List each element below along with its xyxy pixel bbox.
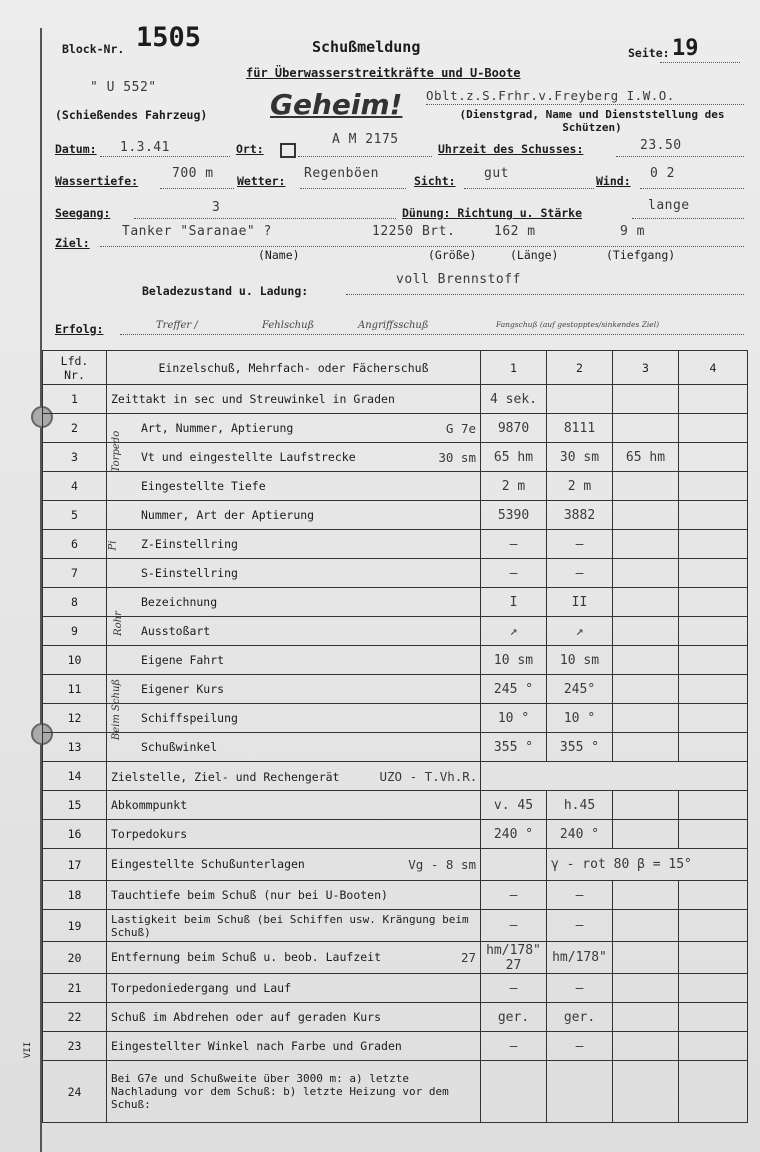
row-label-text: Tauchtiefe beim Schuß (nur bei U-Booten) — [111, 888, 388, 902]
row-label-text: Bei G7e und Schußweite über 3000 m: a) letzte Nachladung vor dem Schuß: b) letzte Heizung vor dem Schuß: — [111, 1072, 449, 1111]
row-number: 10 — [43, 646, 107, 675]
load-value: voll Brennstoff — [396, 272, 521, 287]
row-label-text: Lastigkeit beim Schuß (bei Schiffen usw. Krängung beim Schuß) — [111, 912, 469, 939]
row-label — [107, 443, 481, 472]
draft-caption: (Tiefgang) — [606, 248, 676, 262]
cell-shot-1: 245 ° — [481, 675, 547, 704]
row-label-text: Eingestellte Tiefe — [141, 479, 266, 493]
cell-shot-3 — [613, 414, 679, 443]
col-header-4: 4 — [679, 351, 748, 385]
table-row — [43, 791, 748, 820]
cell-shot-3 — [613, 1061, 679, 1123]
sea-label: Seegang: — [55, 206, 111, 220]
cell-shot-3 — [613, 791, 679, 820]
cell-shot-4 — [679, 646, 748, 675]
cell-shot-2 — [547, 1061, 613, 1123]
row-label — [107, 559, 481, 588]
row-label-text: Zielstelle, Ziel- und Rechengerät — [111, 769, 340, 784]
row-label-text: Entfernung beim Schuß u. beob. Laufzeit — [111, 950, 382, 964]
cell-shot-4 — [679, 820, 748, 849]
row-number: 3 — [43, 443, 107, 472]
col-header-2: 2 — [547, 351, 613, 385]
result-miss: Fehlschuß — [262, 320, 315, 331]
row-number: 20 — [43, 942, 107, 974]
row-number: 22 — [43, 1003, 107, 1032]
cell-shot-2: ↗ — [547, 617, 613, 646]
table-row — [43, 443, 748, 472]
cell-shot-4 — [679, 472, 748, 501]
row-label-text: Nummer, Art der Aptierung — [141, 508, 315, 522]
cell-shot-4 — [679, 530, 748, 559]
cell-shot-1: – — [481, 881, 547, 910]
weather-value: Regenböen — [304, 166, 379, 181]
cell-shot-4 — [679, 385, 748, 414]
row-number: 8 — [43, 588, 107, 617]
date-label: Datum: — [55, 142, 97, 156]
row-label-text: Schiffspeilung — [141, 711, 238, 725]
cell-shot-4 — [679, 1061, 748, 1123]
cell-shot-2: – — [547, 1032, 613, 1061]
row-extra-value: 27 — [460, 950, 476, 965]
cell-shot-3 — [613, 704, 679, 733]
row-number: 16 — [43, 820, 107, 849]
cell-shot-1: ger. — [481, 1003, 547, 1032]
table-row — [43, 762, 748, 791]
cell-shot-3 — [613, 733, 679, 762]
row-number: 19 — [43, 910, 107, 942]
cell-shot-1: 9870 — [481, 414, 547, 443]
row-number: 1 — [43, 385, 107, 414]
cell-shot-1 — [481, 849, 547, 881]
row-label — [107, 974, 481, 1003]
cell-shot-1: 240 ° — [481, 820, 547, 849]
cell-shot-1: ↗ — [481, 617, 547, 646]
row-label-text: Bezeichnung — [141, 595, 218, 609]
table-row — [43, 942, 748, 974]
shot-table — [42, 350, 748, 1123]
cell-shot-4 — [679, 910, 748, 942]
table-row — [43, 974, 748, 1003]
cell-shot-2: γ - rot 80 β = 15° — [547, 849, 748, 881]
cell-shot-2: 8111 — [547, 414, 613, 443]
weather-label: Wetter: — [237, 174, 286, 188]
block-number: 1505 — [136, 22, 202, 53]
target-length: 162 m — [494, 224, 536, 239]
table-row — [43, 910, 748, 942]
row-label — [107, 530, 481, 559]
row-label — [107, 414, 481, 443]
cell-shot-1: 2 m — [481, 472, 547, 501]
row-label-text: Eigener Kurs — [141, 682, 225, 696]
time-label: Uhrzeit des Schusses: — [438, 142, 584, 156]
row-label — [107, 881, 481, 910]
row-label — [107, 646, 481, 675]
cell-shot-3: 65 hm — [613, 443, 679, 472]
table-row — [43, 1003, 748, 1032]
wind-label: Wind: — [596, 174, 631, 188]
cell-shot-4 — [679, 1032, 748, 1061]
depth-value: 700 m — [172, 166, 214, 181]
group-label-torpedo: Torpedo — [111, 430, 123, 473]
cell-shot-1: 65 hm — [481, 443, 547, 472]
table-row — [43, 617, 748, 646]
cell-shot-1: 355 ° — [481, 733, 547, 762]
row-label — [107, 910, 481, 942]
cell-shot-2: – — [547, 881, 613, 910]
form-subtitle: für Überwasserstreitkräfte und U-Boote — [246, 66, 521, 80]
cell-shot-1: 10 ° — [481, 704, 547, 733]
row-label — [107, 820, 481, 849]
cell-shot-1: hm/178" 27 — [481, 942, 547, 974]
place-label: Ort: — [236, 142, 264, 156]
officer-caption: (Dienstgrad, Name und Dienststellung des Schützen) — [459, 108, 725, 134]
row-label — [107, 1003, 481, 1032]
cell-shot-3 — [613, 881, 679, 910]
row-number: 2 — [43, 414, 107, 443]
visibility-value: gut — [484, 166, 509, 181]
row-label-text: Eingestellter Winkel nach Farbe und Graden — [111, 1039, 402, 1053]
row-number: 18 — [43, 881, 107, 910]
cell-shot-2: II — [547, 588, 613, 617]
row-label-text: Torpedoniedergang und Lauf — [111, 981, 292, 995]
sea-value: 3 — [212, 200, 221, 215]
row-label-text: S-Einstellring — [141, 566, 238, 580]
cell-shot-1: – — [481, 530, 547, 559]
result-attack: Angriffsschuß — [358, 320, 429, 331]
result-label: Erfolg: — [55, 322, 104, 336]
page-label: Seite: — [628, 46, 670, 60]
place-box — [280, 143, 296, 158]
row-label-text: Abkommpunkt — [111, 798, 188, 812]
row-number: 4 — [43, 472, 107, 501]
table-row — [43, 588, 748, 617]
table-row — [43, 733, 748, 762]
col-header-type: Einzelschuß, Mehrfach- oder Fächerschuß — [107, 351, 481, 385]
row-number: 9 — [43, 617, 107, 646]
visibility-label: Sicht: — [414, 174, 456, 188]
row-label — [107, 501, 481, 530]
name-caption: (Name) — [258, 248, 300, 262]
block-label: Block-Nr. — [62, 42, 125, 56]
col-header-no: Lfd. Nr. — [43, 351, 107, 385]
length-caption: (Länge) — [510, 248, 559, 262]
row-label-text: Eigene Fahrt — [141, 653, 225, 667]
cell-shot-3 — [613, 530, 679, 559]
table-row — [43, 414, 748, 443]
row-label-text: Z-Einstellring — [141, 537, 238, 551]
cell-shot-2: – — [547, 559, 613, 588]
cell-shot-2: 10 ° — [547, 704, 613, 733]
margin-note: VII — [23, 1041, 34, 1059]
cell-shot-2: ger. — [547, 1003, 613, 1032]
cell-shot-4 — [679, 791, 748, 820]
cell-shot-3 — [613, 910, 679, 942]
cell-shot-2: – — [547, 910, 613, 942]
load-label: Beladezustand u. Ladung: — [142, 284, 309, 298]
cell-shot-4 — [679, 704, 748, 733]
cell-shot-4 — [679, 501, 748, 530]
row-number: 13 — [43, 733, 107, 762]
row-number: 17 — [43, 849, 107, 881]
table-row — [43, 704, 748, 733]
cell-shot-3 — [613, 588, 679, 617]
table-row — [43, 675, 748, 704]
cell-shot-3 — [613, 385, 679, 414]
cell-shot-2: hm/178" — [547, 942, 613, 974]
target-draft: 9 m — [620, 224, 645, 239]
officer-name: Oblt.z.S.Frhr.v.Freyberg I.W.O. — [426, 88, 675, 103]
place-value: A M 2175 — [332, 132, 399, 147]
cell-shot-4 — [679, 675, 748, 704]
row-label — [107, 849, 481, 881]
cell-shot-4 — [679, 414, 748, 443]
row-label — [107, 942, 481, 974]
cell-shot-2: 245° — [547, 675, 613, 704]
group-label-pi: Pi — [107, 540, 119, 551]
row-number: 6 — [43, 530, 107, 559]
row-extra-value: 30 sm — [438, 449, 476, 465]
row-number: 11 — [43, 675, 107, 704]
row-label — [107, 762, 481, 791]
target-tonnage: 12250 Brt. — [372, 224, 456, 239]
cell-shot-4 — [679, 617, 748, 646]
row-label — [107, 472, 481, 501]
row-number: 23 — [43, 1032, 107, 1061]
date-value: 1.3.41 — [120, 140, 170, 155]
cell-shot-3 — [613, 472, 679, 501]
size-caption: (Größe) — [428, 248, 477, 262]
cell-shot-2: 355 ° — [547, 733, 613, 762]
cell-shot-4 — [679, 588, 748, 617]
row-label — [107, 675, 481, 704]
row-label — [107, 1032, 481, 1061]
row-label — [107, 1061, 481, 1123]
time-value: 23.50 — [640, 138, 682, 153]
cell-shot-2: – — [547, 974, 613, 1003]
cell-shot-3 — [613, 646, 679, 675]
cell-shot-1: 10 sm — [481, 646, 547, 675]
cell-shot-2: 2 m — [547, 472, 613, 501]
row-extra-value: UZO - T.Vh.R. — [379, 768, 478, 784]
page-number: 19 — [672, 36, 699, 61]
row-label-text: Ausstoßart — [141, 624, 211, 638]
cell-shot-3 — [613, 501, 679, 530]
form-title: Schußmeldung — [312, 38, 421, 56]
row-number: 14 — [43, 762, 107, 791]
cell-shot-2: – — [547, 530, 613, 559]
target-label: Ziel: — [55, 236, 90, 250]
cell-shot-2 — [547, 385, 613, 414]
cell-shot-4 — [679, 974, 748, 1003]
group-label-beim-schuss: Beim Schuß — [111, 678, 123, 741]
cell-shot-4 — [679, 881, 748, 910]
vessel-name: " U 552" — [90, 80, 157, 95]
cell-shot-4 — [679, 733, 748, 762]
cell-shot-3 — [613, 617, 679, 646]
cell-shot-4 — [679, 443, 748, 472]
cell-shot-1: – — [481, 1032, 547, 1061]
wind-value: 0 2 — [650, 166, 675, 181]
row-number: 15 — [43, 791, 107, 820]
cell-shot-1: – — [481, 559, 547, 588]
result-coup: Fangschuß (auf gestopptes/sinkendes Ziel) — [496, 320, 660, 329]
cell-shot-3 — [613, 820, 679, 849]
table-row — [43, 472, 748, 501]
cell-shot-1: I — [481, 588, 547, 617]
row-label — [107, 704, 481, 733]
row-extra-value: Vg - 8 sm — [408, 857, 476, 872]
row-label — [107, 588, 481, 617]
col-header-1: 1 — [481, 351, 547, 385]
cell-shot-3 — [613, 1003, 679, 1032]
cell-shot-1: 4 sek. — [481, 385, 547, 414]
table-row — [43, 849, 748, 881]
cell-shot-3 — [613, 559, 679, 588]
cell-shot-1 — [481, 1061, 547, 1123]
cell-shot-4 — [679, 559, 748, 588]
cell-shot-1: 5390 — [481, 501, 547, 530]
swell-label: Dünung: Richtung u. Stärke — [402, 206, 583, 220]
swell-value: lange — [648, 198, 690, 213]
table-row — [43, 530, 748, 559]
col-header-3: 3 — [613, 351, 679, 385]
cell-shot-2: h.45 — [547, 791, 613, 820]
cell-shot-2: 30 sm — [547, 443, 613, 472]
cell-shot-1: v. 45 — [481, 791, 547, 820]
table-row — [43, 385, 748, 414]
cell-shot-1: – — [481, 974, 547, 1003]
result-hit: Treffer / — [156, 320, 198, 331]
row-label — [107, 617, 481, 646]
table-row — [43, 559, 748, 588]
row-number: 24 — [43, 1061, 107, 1123]
cell-shot-1: – — [481, 910, 547, 942]
row-label-text: Torpedokurs — [111, 827, 188, 841]
row-label-text: Zeittakt in sec und Streuwinkel in Graden — [111, 392, 395, 406]
row-number: 12 — [43, 704, 107, 733]
cell-shot-4 — [679, 942, 748, 974]
cell-shot-4 — [679, 1003, 748, 1032]
target-name: Tanker "Saranae" ? — [122, 224, 272, 239]
table-row — [43, 501, 748, 530]
table-row — [43, 881, 748, 910]
cell-shot-2: 3882 — [547, 501, 613, 530]
vessel-caption: (Schießendes Fahrzeug) — [55, 108, 208, 122]
row-number: 5 — [43, 501, 107, 530]
row-label-text: Schuß im Abdrehen oder auf geraden Kurs — [111, 1010, 382, 1024]
row-label-text: Eingestellte Schußunterlagen — [111, 857, 305, 871]
row-number: 7 — [43, 559, 107, 588]
row-label — [107, 733, 481, 762]
cell-shot-1 — [481, 762, 748, 791]
row-label-text: Vt und eingestellte Laufstrecke — [141, 449, 356, 464]
cell-shot-3 — [613, 1032, 679, 1061]
cell-shot-3 — [613, 675, 679, 704]
table-row — [43, 646, 748, 675]
cell-shot-2: 240 ° — [547, 820, 613, 849]
table-row — [43, 1032, 748, 1061]
row-label-text: Art, Nummer, Aptierung — [141, 420, 294, 435]
row-number: 21 — [43, 974, 107, 1003]
row-extra-value: G 7e — [445, 420, 476, 436]
cell-shot-3 — [613, 942, 679, 974]
table-row — [43, 1061, 748, 1123]
cell-shot-2: 10 sm — [547, 646, 613, 675]
row-label — [107, 791, 481, 820]
secret-stamp: Geheim! — [270, 88, 403, 121]
row-label — [107, 385, 481, 414]
table-row — [43, 820, 748, 849]
row-label-text: Schußwinkel — [141, 740, 218, 754]
depth-label: Wassertiefe: — [55, 174, 139, 188]
group-label-rohr: Rohr — [112, 611, 124, 636]
cell-shot-3 — [613, 974, 679, 1003]
